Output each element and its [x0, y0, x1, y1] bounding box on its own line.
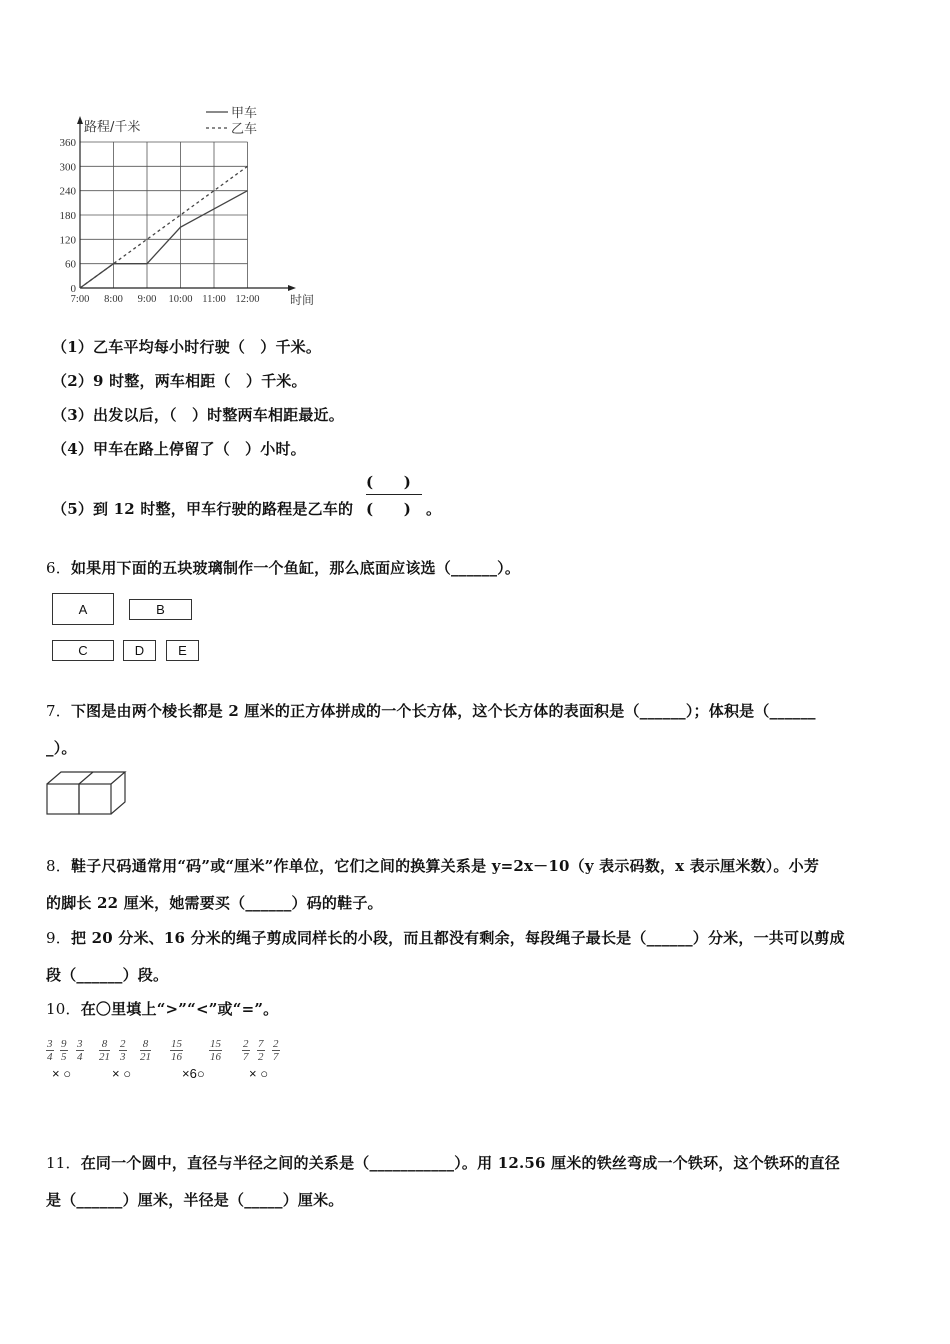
legend-label-jia: 甲车	[231, 106, 258, 121]
q5-sub3: （3）出发以后，（ ）时整两车相距最近。	[52, 406, 344, 424]
q5-fraction-numerator: ( )	[366, 473, 411, 491]
q10-g4-frac3: $\frac{2}{7}$	[273, 1038, 279, 1063]
q5-sub4: （4）甲车在路上停留了（ ）小时。	[52, 440, 306, 458]
q10-g3-frac1: $\frac{15}{16}$	[171, 1038, 182, 1063]
y-tick-label: 240	[59, 185, 76, 198]
question-6-number: 6．	[46, 559, 71, 577]
question-8-line1	[46, 855, 819, 876]
series-line-yi	[80, 166, 248, 288]
chart-labels	[60, 106, 315, 307]
question-8-line2: 的脚长 22 厘米，她需要买（______）码的鞋子。	[46, 894, 383, 912]
q10-g4-frac2: $\frac{7}{2}$	[258, 1038, 264, 1063]
glass-piece-d: D	[123, 640, 156, 661]
x-tick-label: 8:00	[104, 294, 123, 305]
question-10	[46, 998, 278, 1019]
question-8-text: 鞋子尺码通常用“码”或“厘米”作单位，它们之间的换算关系是 y=2x－10（y 表示码数，x 表示厘米数）。小芳	[70, 857, 820, 875]
question-9-text: 把 20 分米、16 分米的绳子剪成同样长的小段，而且都没有剩余，每段绳子最长是（______）分米，一共可以剪成	[70, 929, 845, 947]
y-axis-arrow	[77, 116, 83, 124]
q10-g4-compare-circle[interactable]: × ○	[249, 1066, 269, 1081]
x-tick-label: 11:00	[202, 294, 226, 305]
q10-g1-frac3: $\frac{3}{4}$	[77, 1038, 83, 1063]
x-tick-label: 9:00	[137, 294, 157, 305]
glass-piece-e: E	[166, 640, 199, 661]
q10-g4-frac1: $\frac{2}{7}$	[243, 1038, 249, 1063]
x-axis-arrow	[288, 285, 296, 291]
question-8-number: 8．	[46, 857, 71, 875]
y-tick-label: 360	[59, 137, 76, 149]
legend-label-yi: 乙车	[231, 122, 258, 137]
q10-g1-compare-circle[interactable]: × ○	[52, 1066, 72, 1081]
y-tick-label: 60	[65, 258, 76, 271]
question-7-line1	[46, 700, 816, 721]
question-9-line1	[46, 927, 845, 948]
q10-g2-compare-circle[interactable]: × ○	[112, 1066, 132, 1081]
question-11-line2: 是（______）厘米，半径是（_____）厘米。	[46, 1191, 344, 1209]
q10-g3-compare-circle[interactable]: ×6○	[182, 1066, 205, 1081]
question-9-number: 9．	[46, 929, 71, 947]
q10-g1-frac1: $\frac{3}{4}$	[47, 1038, 53, 1063]
q5-sub2: （2）9 时整，两车相距（ ）千米。	[52, 372, 307, 390]
question-6	[46, 557, 520, 578]
q5-sub1: （1）乙车平均每小时行驶（ ）千米。	[52, 338, 322, 356]
q10-g2-frac3: $\frac{8}{21}$	[140, 1038, 151, 1063]
q10-g1-frac2: $\frac{9}{5}$	[61, 1038, 67, 1063]
chart-series	[80, 166, 248, 288]
x-tick-label: 10:00	[168, 294, 193, 305]
q5-period: 。	[426, 500, 442, 518]
q10-g3-frac2: $\frac{15}{16}$	[210, 1038, 221, 1063]
glass-piece-b: B	[129, 599, 192, 620]
x-tick-label: 12:00	[235, 294, 260, 305]
distance-time-chart	[40, 100, 340, 312]
question-10-text: 在〇里填上“>”“<”或“=”。	[80, 1000, 279, 1018]
q5-fraction-denominator: ( )	[366, 500, 411, 518]
x-tick-label: 7:00	[70, 294, 90, 305]
glass-piece-a: A	[52, 593, 114, 625]
question-11-text: 在同一个圆中，直径与半径之间的关系是（___________）。用 12.56 厘米的铁丝弯成一个铁环，这个铁环的直径	[80, 1154, 840, 1172]
y-tick-label: 180	[59, 210, 76, 222]
y-tick-label: 120	[59, 234, 76, 247]
question-7-text: 下图是由两个棱长都是 2 厘米的正方体拼成的一个长方体，这个长方体的表面积是（______）；体积是（______	[70, 702, 816, 720]
q10-g2-frac1: $\frac{8}{21}$	[99, 1038, 110, 1063]
two-cubes-figure	[45, 770, 129, 818]
q10-g2-frac2: $\frac{2}{3}$	[120, 1038, 126, 1063]
question-9-line2: 段（______）段。	[46, 966, 169, 984]
question-7-line2: _）。	[46, 739, 77, 757]
question-10-number: 10．	[46, 1000, 81, 1018]
y-axis-title: 路程/千米	[84, 120, 141, 135]
y-tick-label: 0	[70, 283, 76, 295]
question-7-number: 7．	[46, 702, 71, 720]
chart-grid	[80, 142, 248, 288]
question-11-number: 11．	[46, 1154, 81, 1172]
x-axis-title: 时间	[290, 293, 315, 307]
glass-piece-c: C	[52, 640, 114, 661]
q5-fraction-bar	[366, 494, 422, 495]
q5-sub5: （5）到 12 时整，甲车行驶的路程是乙车的	[52, 500, 354, 518]
question-11-line1	[46, 1152, 840, 1173]
question-6-text: 如果用下面的五块玻璃制作一个鱼缸，那么底面应该选（______）。	[70, 559, 521, 577]
y-tick-label: 300	[59, 161, 76, 174]
